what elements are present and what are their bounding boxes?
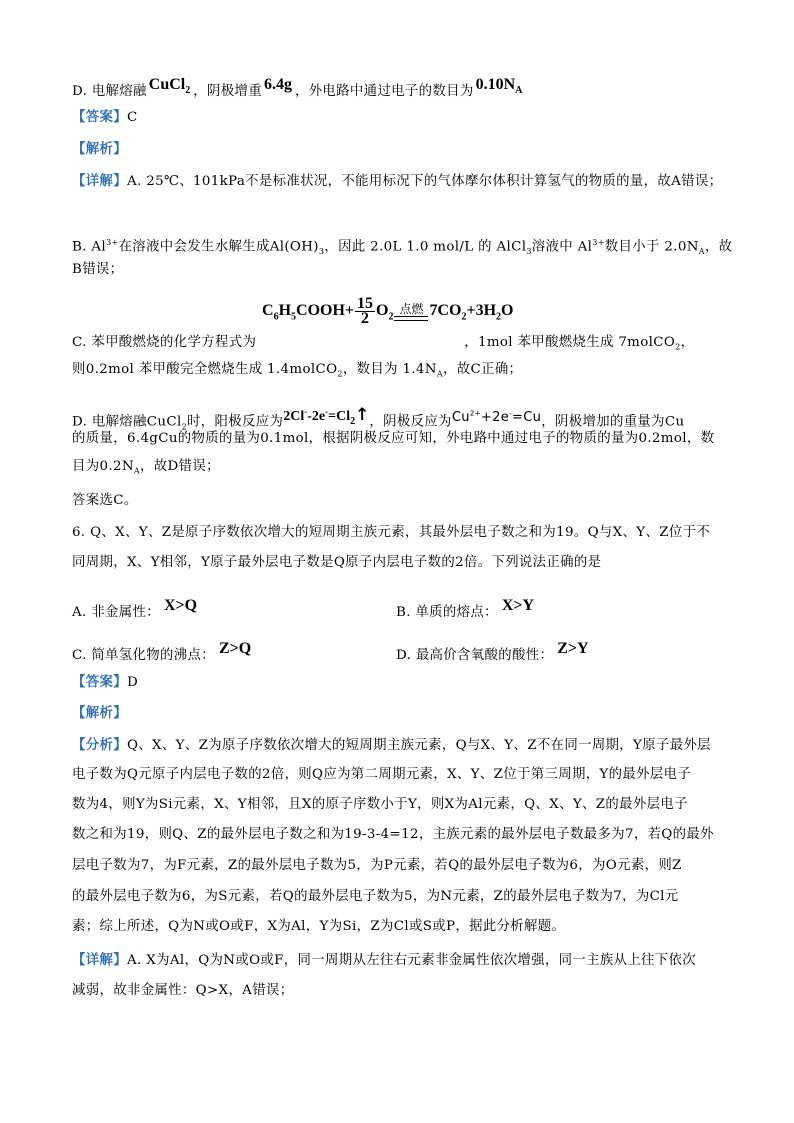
fraction-15-2: $\frac{15}{2}$ xyxy=(357,295,374,327)
fenxi-line3: 数为4，则Y为Si元素，X、Y相邻，且X的原子序数小于Y，则X为Al元素，Q、X、Y、Z的最外层电子 xyxy=(72,797,688,812)
analysis-1 xyxy=(72,140,127,159)
question-6-line1: 6. Q、X、Y、Z是原子序数依次增大的短周期主族元素，其最外层电子数之和为19。Q与X、Y、Z位于不 xyxy=(72,525,711,540)
option-c: C. 简单氢化物的沸点： Z>Q xyxy=(72,640,252,663)
answer-2: 【答案】D xyxy=(72,674,139,690)
detail-b-line2: B错误； xyxy=(72,262,124,277)
detail-a: 【详解】A. 25℃、101kPa不是标准状况，不能用标况下的气体摩尔体积计算氢气的物质的量，故A错误； xyxy=(72,173,723,189)
detail-b-line1: B. $Al^{3+}$在溶液中会发生水解生成$Al(OH)_3$，因此 2.0L 1.0 mol/L 的 AlCl$_3$溶液中 $Al^{3+}$数目小于 $2.0N_A$，故 xyxy=(72,238,733,257)
detail-d-line3: 目为$0.2N_A$，故D错误； xyxy=(72,459,220,476)
option-d-line: D. 电解熔融 CuCl$_2$ ，阴极增重 6.4g ，外电路中通过电子的数目为 $0.10N_A$ xyxy=(72,76,523,99)
detail-2-line1: 【详解】A. X为Al，Q为N或O或F，同一周期从左往右元素非金属性依次增强，同一主族从上往下依次 xyxy=(72,952,697,968)
detail-c-line1: C. 苯甲酸燃烧的化学方程式为 ，1mol 苯甲酸燃烧生成 7molCO$_2$， xyxy=(72,335,695,352)
detail-d-line2: 的质量，6.4gCu的物质的量为0.1mol，根据阴极反应可知，外电路中通过电子的物质的量为0.2mol，数 xyxy=(72,431,715,446)
detail-d-line1: D. 电解熔融CuCl$_2$时，阳极反应为$2Cl^--2e^-=Cl_2↑$，阴极反应为$Cu^{2+}+2e^-=Cu$，阴极增加的重量为Cu xyxy=(72,404,685,432)
analysis-2 xyxy=(72,704,127,723)
choose-answer: 答案选C。 xyxy=(72,493,138,508)
option-a: A. 非金属性： X>Q xyxy=(72,597,198,620)
up-arrow-icon: ↑ xyxy=(355,404,370,425)
options-row-ab xyxy=(72,597,722,622)
question-6-line2: 同周期，X、Y相邻，Y原子最外层电子数是Q原子内层电子数的2倍。下列说法正确的是 xyxy=(72,555,602,570)
combustion-equation: $C_6H_5COOH+$ $\frac{15}{2}$ $O_2$ 点燃 $7CO_2+3H_2O$ xyxy=(262,295,514,327)
fenxi-tag: 【分析】 xyxy=(72,737,127,753)
fenxi-line6: 的最外层电子数为6，为S元素，若Q的最外层电子数为5，为N元素，Z的最外层电子数为7，为Cl元 xyxy=(72,889,679,904)
reaction-arrow: 点燃 xyxy=(394,303,428,321)
formula-0-10na: $0.10N_A$ xyxy=(475,76,523,97)
formula-cucl2: CuCl$_2$ xyxy=(148,76,191,97)
answer-tag: 【答案】 xyxy=(72,109,127,125)
options-row-cd xyxy=(72,640,722,665)
analysis-tag: 【解析】 xyxy=(72,705,127,721)
formula-cathode: $Cu^{2+}+2e^-=Cu$ xyxy=(451,409,542,425)
detail-2-line2: 减弱，故非金属性：Q>X，A错误； xyxy=(72,983,294,998)
detail-tag: 【详解】 xyxy=(72,952,127,968)
answer-1: 【答案】C xyxy=(72,109,138,125)
fenxi-line1: 【分析】Q、X、Y、Z为原子序数依次增大的短周期主族元素，Q与X、Y、Z不在同一周期，Y原子最外层 xyxy=(72,737,711,753)
fenxi-line4: 数之和为19，则Q、Z的最外层电子数之和为19-3-4=12，主族元素的最外层电子数最多为7，若Q的最外 xyxy=(72,827,714,842)
fenxi-line7: 素；综上所述，Q为N或O或F，X为Al，Y为Si，Z为Cl或S或P，据此分析解题。 xyxy=(72,919,566,934)
detail-c-line2: 则0.2mol 苯甲酸完全燃烧生成 1.4molCO$_2$，数目为 $1.4N_A$，故C正确； xyxy=(72,362,523,379)
option-d-prefix: D. 电解熔融 xyxy=(72,84,147,99)
option-d: D. 最高价含氧酸的酸性： Z>Y xyxy=(396,640,589,663)
fenxi-line5: 层电子数为7，为F元素，Z的最外层电子数为5，为P元素，若Q的最外层电子数为6，为O元素，则Z xyxy=(72,858,682,873)
detail-tag: 【详解】 xyxy=(72,173,127,189)
option-b: B. 单质的熔点： X>Y xyxy=(396,597,535,620)
fenxi-line2: 电子数为Q元原子内层电子数的2倍，则Q应为第二周期元素，X、Y、Z位于第三周期，Y的最外层电子 xyxy=(72,767,692,782)
answer-tag: 【答案】 xyxy=(72,674,127,690)
formula-6-4g: 6.4g xyxy=(263,76,292,93)
formula-anode: $2Cl^--2e^-=Cl_2↑$ xyxy=(283,404,370,427)
analysis-tag: 【解析】 xyxy=(72,141,127,157)
